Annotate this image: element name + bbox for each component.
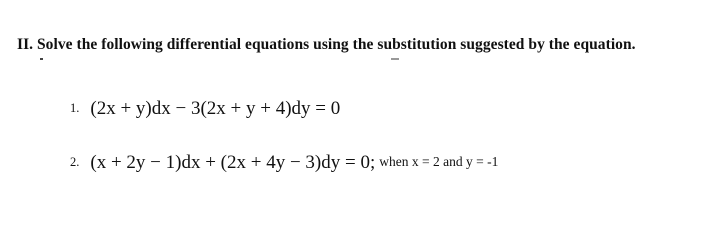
equation-separator: ; [369,152,376,173]
equation: (2x + y)dx − 3(2x + y + 4)dy = 0 [90,98,341,119]
section-heading: II. Solve the following differential equations using the substitution suggested by the equation. [17,36,636,53]
problem-1 [70,98,340,120]
initial-condition: when x = 2 and y = -1 [379,154,499,169]
scan-speck [391,58,399,60]
problem-2 [70,152,498,174]
equation: (x + 2y − 1)dx + (2x + 4y − 3)dy = 0 [90,152,370,173]
scan-speck [40,58,43,60]
problem-number: 1. [70,101,80,115]
problem-number: 2. [70,155,80,169]
